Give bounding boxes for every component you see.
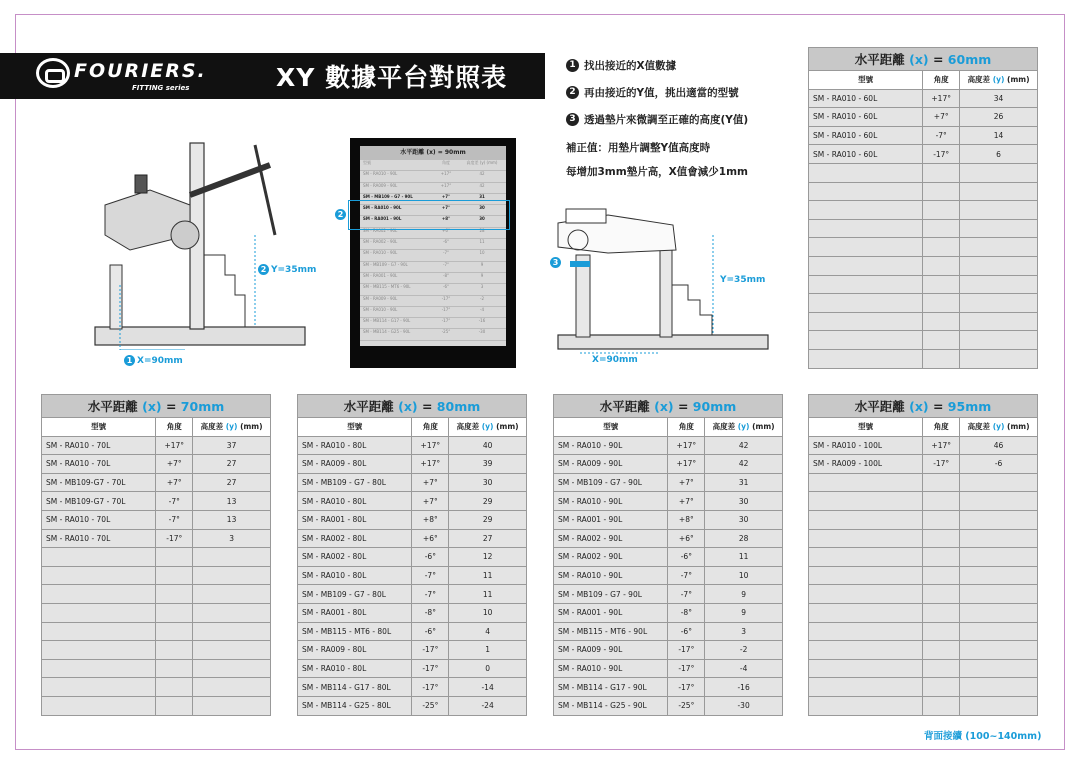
model-cell: SM - MB109 - G7 - 80L xyxy=(298,585,412,604)
footer-note: 背面接續 (100~140mm) xyxy=(924,731,1042,742)
angle-cell: -8° xyxy=(668,603,705,622)
table-row xyxy=(554,510,783,529)
thumbnail-row: SM - RA010 - 90L +17° 42 xyxy=(360,171,506,182)
angle-cell: +7° xyxy=(412,473,449,492)
model-cell: SM - RA010 - 80L xyxy=(298,492,412,511)
sample-table-thumbnail xyxy=(350,138,516,368)
model-cell: SM - RA010 - 60L xyxy=(809,89,923,108)
step-number: 2 xyxy=(566,86,579,99)
table-row xyxy=(298,603,527,622)
angle-cell: +17° xyxy=(668,436,705,455)
table-row xyxy=(554,548,783,567)
angle-cell: -25° xyxy=(668,696,705,715)
angle-cell: -7° xyxy=(156,492,193,511)
empty-row xyxy=(42,622,271,641)
table-row xyxy=(809,436,1038,455)
brand-logo-icon xyxy=(36,58,70,88)
table-row xyxy=(298,566,527,585)
column-header-angle: 角度 xyxy=(156,418,193,437)
height-cell: 10 xyxy=(449,603,527,622)
table-row xyxy=(809,145,1038,164)
height-cell: 37 xyxy=(193,436,271,455)
angle-cell: -7° xyxy=(668,585,705,604)
column-header-height: 高度差 (y) (mm) xyxy=(449,418,527,437)
angle-cell: +17° xyxy=(923,436,960,455)
angle-cell: +17° xyxy=(923,89,960,108)
table-title: 水平距離 (x) = 80mm xyxy=(298,395,527,418)
empty-row xyxy=(809,622,1038,641)
table-row xyxy=(809,108,1038,127)
thumbnail-row: SM - MB114 - G25 - 90L -25° -30 xyxy=(360,329,506,340)
empty-row xyxy=(809,238,1038,257)
table-row xyxy=(554,436,783,455)
height-cell: -16 xyxy=(705,678,783,697)
height-cell: 27 xyxy=(193,473,271,492)
table-row xyxy=(554,492,783,511)
empty-row xyxy=(809,312,1038,331)
height-cell: -14 xyxy=(449,678,527,697)
thumbnail-row: SM - MB109 - G7 - 90L +7° 31 xyxy=(360,194,506,205)
table-header-row xyxy=(554,418,783,437)
table-x70 xyxy=(41,394,271,716)
height-cell: 4 xyxy=(449,622,527,641)
angle-cell: -25° xyxy=(412,696,449,715)
table-row xyxy=(809,126,1038,145)
model-cell: SM - MB115 - MT6 - 90L xyxy=(554,622,668,641)
table-row xyxy=(42,492,271,511)
model-cell: SM - RA010 - 80L xyxy=(298,436,412,455)
brand-name: FOURIERS. xyxy=(74,60,207,82)
model-cell: SM - RA010 - 70L xyxy=(42,510,156,529)
table-row xyxy=(809,89,1038,108)
table-row xyxy=(42,529,271,548)
angle-cell: -6° xyxy=(412,622,449,641)
table-x60 xyxy=(808,47,1038,369)
table-row xyxy=(554,622,783,641)
empty-row xyxy=(809,529,1038,548)
table-row xyxy=(298,492,527,511)
column-header-angle: 角度 xyxy=(412,418,449,437)
thumbnail-head: 型號 角度 高度差 (y) (mm) xyxy=(360,160,506,171)
table-row xyxy=(554,659,783,678)
dimension-text: Y=35mm xyxy=(271,264,317,275)
angle-cell: -17° xyxy=(412,641,449,660)
angle-cell: +17° xyxy=(412,436,449,455)
thumbnail-row: SM - RA010 - 90L +7° 30 xyxy=(360,205,506,216)
height-cell: 29 xyxy=(449,492,527,511)
model-cell: SM - RA010 - 90L xyxy=(554,492,668,511)
empty-row xyxy=(42,659,271,678)
thumbnail-row: SM - RA001 - 90L -8° 9 xyxy=(360,273,506,284)
height-cell: 9 xyxy=(705,603,783,622)
column-header-height: 高度差 (y) (mm) xyxy=(960,71,1038,90)
height-cell: 0 xyxy=(449,659,527,678)
model-cell: SM - RA010 - 90L xyxy=(554,436,668,455)
empty-row xyxy=(809,275,1038,294)
empty-row xyxy=(809,566,1038,585)
model-cell: SM - RA010 - 60L xyxy=(809,145,923,164)
model-cell: SM - MB109 - G7 - 90L xyxy=(554,585,668,604)
table-row xyxy=(298,510,527,529)
table-row xyxy=(298,659,527,678)
angle-cell: +17° xyxy=(668,455,705,474)
empty-row xyxy=(809,548,1038,567)
column-header-height: 高度差 (y) (mm) xyxy=(960,418,1038,437)
page-title: XY 數據平台對照表 xyxy=(276,63,508,92)
table-row xyxy=(298,678,527,697)
angle-cell: -17° xyxy=(412,659,449,678)
shim-marker xyxy=(550,257,563,268)
table-title: 水平距離 (x) = 90mm xyxy=(554,395,783,418)
model-cell: SM - RA010 - 70L xyxy=(42,455,156,474)
step-number: 3 xyxy=(566,113,579,126)
thumbnail-row: SM - RA002 - 90L +6° 28 xyxy=(360,228,506,239)
height-cell: 6 xyxy=(960,145,1038,164)
table-header-row xyxy=(298,418,527,437)
model-cell: SM - RA010 - 90L xyxy=(554,566,668,585)
model-cell: SM - RA010 - 80L xyxy=(298,566,412,585)
height-cell: -24 xyxy=(449,696,527,715)
table-row xyxy=(554,529,783,548)
correction-note-line2: 每增加3mm墊片高，X值會減少1mm xyxy=(566,166,748,178)
table-header-row xyxy=(809,71,1038,90)
model-cell: SM - RA001 - 80L xyxy=(298,510,412,529)
empty-row xyxy=(809,492,1038,511)
correction-note-line1: 補正值：用墊片調整Y值高度時 xyxy=(566,142,711,154)
step-text: 再由接近的Y值，挑出適當的型號 xyxy=(584,87,739,99)
height-cell: 26 xyxy=(960,108,1038,127)
empty-row xyxy=(809,510,1038,529)
dimension-number: 3 xyxy=(550,257,561,268)
column-header-model: 型號 xyxy=(809,71,923,90)
model-cell: SM - RA010 - 70L xyxy=(42,529,156,548)
model-cell: SM - MB109-G7 - 70L xyxy=(42,492,156,511)
height-cell: 42 xyxy=(705,436,783,455)
thumbnail-row: SM - RA009 - 90L +17° 42 xyxy=(360,183,506,194)
angle-cell: +7° xyxy=(668,473,705,492)
thumbnail-marker xyxy=(335,209,348,220)
column-header-model: 型號 xyxy=(298,418,412,437)
table-row xyxy=(298,548,527,567)
height-cell: 31 xyxy=(705,473,783,492)
step-1 xyxy=(566,52,796,79)
empty-row xyxy=(42,585,271,604)
dimension-text: X=90mm xyxy=(592,355,638,365)
angle-cell: -17° xyxy=(923,145,960,164)
brand-subtitle: FITTING series xyxy=(132,84,190,92)
step-number: 1 xyxy=(566,59,579,72)
empty-row xyxy=(809,585,1038,604)
x-dimension-label-right xyxy=(592,355,638,365)
table-row xyxy=(554,566,783,585)
model-cell: SM - RA002 - 80L xyxy=(298,548,412,567)
empty-row xyxy=(42,696,271,715)
empty-row xyxy=(42,641,271,660)
angle-cell: -6° xyxy=(668,622,705,641)
empty-row xyxy=(809,182,1038,201)
height-cell: -4 xyxy=(705,659,783,678)
table-row xyxy=(42,436,271,455)
column-header-angle: 角度 xyxy=(923,418,960,437)
model-cell: SM - RA001 - 90L xyxy=(554,603,668,622)
model-cell: SM - RA010 - 90L xyxy=(554,659,668,678)
table-row xyxy=(298,585,527,604)
table-row xyxy=(298,473,527,492)
table-row xyxy=(554,473,783,492)
model-cell: SM - RA009 - 90L xyxy=(554,455,668,474)
table-row xyxy=(554,455,783,474)
empty-row xyxy=(809,331,1038,350)
empty-row xyxy=(809,641,1038,660)
height-cell: 42 xyxy=(705,455,783,474)
dimension-number: 2 xyxy=(335,209,346,220)
model-cell: SM - RA010 - 80L xyxy=(298,659,412,678)
model-cell: SM - MB109-G7 - 70L xyxy=(42,473,156,492)
angle-cell: +17° xyxy=(412,455,449,474)
thumbnail-title: 水平距離 (x) = 90mm xyxy=(360,146,506,160)
empty-row xyxy=(42,678,271,697)
model-cell: SM - RA001 - 80L xyxy=(298,603,412,622)
empty-row xyxy=(42,548,271,567)
height-cell: -2 xyxy=(705,641,783,660)
instruction-steps xyxy=(566,52,796,133)
angle-cell: -7° xyxy=(668,566,705,585)
empty-row xyxy=(809,256,1038,275)
height-cell: 28 xyxy=(705,529,783,548)
column-header-model: 型號 xyxy=(42,418,156,437)
thumbnail-highlight-box xyxy=(348,200,510,230)
angle-cell: +8° xyxy=(412,510,449,529)
step-3 xyxy=(566,106,796,133)
height-cell: 14 xyxy=(960,126,1038,145)
table-row xyxy=(42,455,271,474)
table-row xyxy=(554,603,783,622)
height-cell: 13 xyxy=(193,510,271,529)
empty-row xyxy=(809,678,1038,697)
column-header-model: 型號 xyxy=(809,418,923,437)
thumbnail-row: SM - RA009 - 90L -17° -2 xyxy=(360,296,506,307)
step-2 xyxy=(566,79,796,106)
model-cell: SM - RA002 - 80L xyxy=(298,529,412,548)
table-x90 xyxy=(553,394,783,716)
step-text: 透過墊片來微調至正確的高度(Y值) xyxy=(584,114,749,126)
model-cell: SM - MB114 - G17 - 80L xyxy=(298,678,412,697)
angle-cell: +6° xyxy=(412,529,449,548)
height-cell: 12 xyxy=(449,548,527,567)
height-cell: -30 xyxy=(705,696,783,715)
angle-cell: +8° xyxy=(668,510,705,529)
model-cell: SM - MB109 - G7 - 90L xyxy=(554,473,668,492)
table-row xyxy=(554,678,783,697)
model-cell: SM - RA010 - 70L xyxy=(42,436,156,455)
thumbnail-row: SM - RA010 - 90L -17° -4 xyxy=(360,307,506,318)
empty-row xyxy=(809,603,1038,622)
angle-cell: -17° xyxy=(156,529,193,548)
angle-cell: -7° xyxy=(923,126,960,145)
empty-row xyxy=(809,201,1038,220)
height-cell: 39 xyxy=(449,455,527,474)
model-cell: SM - RA001 - 90L xyxy=(554,510,668,529)
model-cell: SM - MB109 - G7 - 80L xyxy=(298,473,412,492)
model-cell: SM - RA002 - 90L xyxy=(554,529,668,548)
model-cell: SM - RA002 - 90L xyxy=(554,548,668,567)
angle-cell: -17° xyxy=(412,678,449,697)
table-row xyxy=(554,585,783,604)
angle-cell: -7° xyxy=(156,510,193,529)
angle-cell: +7° xyxy=(156,455,193,474)
empty-row xyxy=(809,473,1038,492)
height-cell: 3 xyxy=(193,529,271,548)
thumbnail-row: SM - RA001 - 90L +8° 30 xyxy=(360,216,506,227)
model-cell: SM - MB114 - G17 - 90L xyxy=(554,678,668,697)
height-cell: 27 xyxy=(449,529,527,548)
table-row xyxy=(554,696,783,715)
angle-cell: +7° xyxy=(412,492,449,511)
angle-cell: -6° xyxy=(668,548,705,567)
empty-row xyxy=(809,659,1038,678)
height-cell: 11 xyxy=(705,548,783,567)
table-row xyxy=(298,529,527,548)
angle-cell: -17° xyxy=(923,455,960,474)
x-dimension-label-left xyxy=(124,355,183,366)
model-cell: SM - RA010 - 60L xyxy=(809,108,923,127)
y-dimension-label-left xyxy=(258,264,316,275)
table-row xyxy=(298,641,527,660)
y-dimension-label-right xyxy=(720,275,765,285)
column-header-angle: 角度 xyxy=(668,418,705,437)
thumbnail-row: SM - MB109 - G7 - 90L -7° 9 xyxy=(360,262,506,273)
height-cell: 9 xyxy=(705,585,783,604)
model-cell: SM - RA010 - 100L xyxy=(809,436,923,455)
table-header-row xyxy=(809,418,1038,437)
table-header-row xyxy=(42,418,271,437)
model-cell: SM - RA009 - 80L xyxy=(298,641,412,660)
table-x95 xyxy=(808,394,1038,716)
table-row xyxy=(809,455,1038,474)
angle-cell: -17° xyxy=(668,641,705,660)
angle-cell: +7° xyxy=(923,108,960,127)
table-row xyxy=(42,473,271,492)
model-cell: SM - RA009 - 90L xyxy=(554,641,668,660)
table-title: 水平距離 (x) = 95mm xyxy=(809,395,1038,418)
height-cell: 30 xyxy=(449,473,527,492)
height-cell: 10 xyxy=(705,566,783,585)
stem-jig-diagram-left xyxy=(90,135,315,350)
angle-cell: +17° xyxy=(156,436,193,455)
height-cell: -6 xyxy=(960,455,1038,474)
empty-row xyxy=(42,603,271,622)
table-x80 xyxy=(297,394,527,716)
empty-row xyxy=(42,566,271,585)
thumbnail-row: SM - MB114 - G17 - 90L -17° -16 xyxy=(360,318,506,329)
table-row xyxy=(298,622,527,641)
angle-cell: +7° xyxy=(156,473,193,492)
step-text: 找出接近的X值數據 xyxy=(584,60,677,72)
model-cell: SM - MB114 - G25 - 80L xyxy=(298,696,412,715)
height-cell: 46 xyxy=(960,436,1038,455)
height-cell: 11 xyxy=(449,566,527,585)
angle-cell: -7° xyxy=(412,585,449,604)
table-row xyxy=(554,641,783,660)
height-cell: 40 xyxy=(449,436,527,455)
height-cell: 29 xyxy=(449,510,527,529)
thumbnail-row: SM - RA002 - 90L -6° 11 xyxy=(360,239,506,250)
angle-cell: -6° xyxy=(412,548,449,567)
dimension-text: Y=35mm xyxy=(720,275,766,285)
column-header-height: 高度差 (y) (mm) xyxy=(193,418,271,437)
angle-cell: +7° xyxy=(668,492,705,511)
table-row xyxy=(298,455,527,474)
model-cell: SM - RA010 - 60L xyxy=(809,126,923,145)
column-header-height: 高度差 (y) (mm) xyxy=(705,418,783,437)
model-cell: SM - RA009 - 80L xyxy=(298,455,412,474)
height-cell: 30 xyxy=(705,492,783,511)
height-cell: 30 xyxy=(705,510,783,529)
empty-row xyxy=(809,163,1038,182)
column-header-model: 型號 xyxy=(554,418,668,437)
height-cell: 3 xyxy=(705,622,783,641)
empty-row xyxy=(809,349,1038,368)
table-title: 水平距離 (x) = 60mm xyxy=(809,48,1038,71)
angle-cell: -17° xyxy=(668,659,705,678)
thumbnail-row: SM - RA010 - 90L -7° 10 xyxy=(360,250,506,261)
height-cell: 34 xyxy=(960,89,1038,108)
table-row xyxy=(298,696,527,715)
model-cell: SM - MB114 - G25 - 90L xyxy=(554,696,668,715)
angle-cell: -8° xyxy=(412,603,449,622)
dimension-number: 1 xyxy=(124,355,135,366)
table-title: 水平距離 (x) = 70mm xyxy=(42,395,271,418)
angle-cell: -7° xyxy=(412,566,449,585)
height-cell: 13 xyxy=(193,492,271,511)
dimension-text: X=90mm xyxy=(137,355,183,366)
angle-cell: +6° xyxy=(668,529,705,548)
model-cell: SM - RA009 - 100L xyxy=(809,455,923,474)
column-header-angle: 角度 xyxy=(923,71,960,90)
empty-row xyxy=(809,696,1038,715)
empty-row xyxy=(809,219,1038,238)
model-cell: SM - MB115 - MT6 - 80L xyxy=(298,622,412,641)
height-cell: 27 xyxy=(193,455,271,474)
height-cell: 11 xyxy=(449,585,527,604)
table-row xyxy=(42,510,271,529)
height-cell: 1 xyxy=(449,641,527,660)
thumbnail-row: SM - MB115 - MT6 - 90L -6° 3 xyxy=(360,284,506,295)
angle-cell: -17° xyxy=(668,678,705,697)
empty-row xyxy=(809,294,1038,313)
dimension-number: 2 xyxy=(258,264,269,275)
table-row xyxy=(298,436,527,455)
